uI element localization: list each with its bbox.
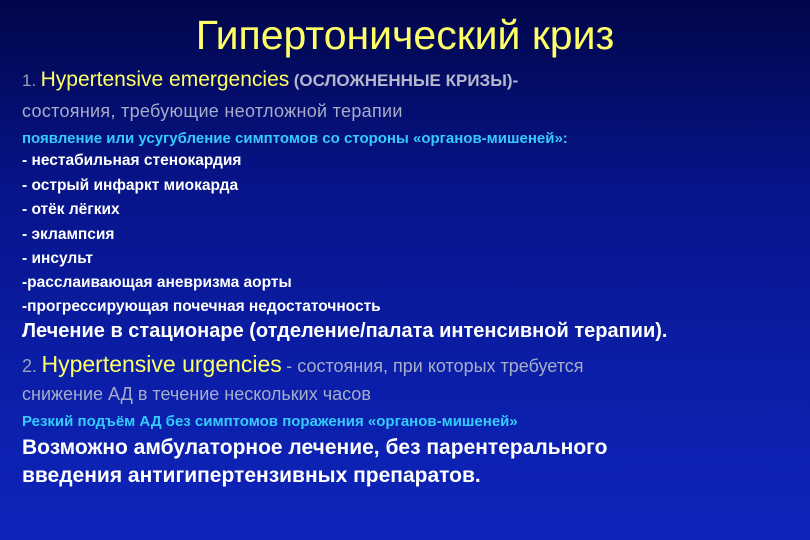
section1-item: -прогрессирующая почечная недостаточность	[22, 298, 381, 315]
section2-note: Резкий подъём АД без симптомов поражения «органов-мишеней»	[22, 413, 518, 430]
section1-term: Hypertensive emergencies	[40, 68, 290, 91]
section2-term: Hypertensive urgencies	[41, 351, 282, 377]
section1-item: - нестабильная стенокардия	[22, 152, 242, 169]
section2-treatment-line1: Возможно амбулаторное лечение, без парентерального	[22, 436, 608, 459]
section1-item: - отёк лёгких	[22, 201, 120, 218]
section1-treatment: Лечение в стационаре (отделение/палата интенсивной терапии).	[22, 320, 668, 342]
section2-definition-part1: - состояния, при которых требуется	[286, 356, 584, 376]
section1-item: - острый инфаркт миокарда	[22, 177, 239, 194]
section2-number: 2.	[22, 356, 38, 376]
section1-heading	[22, 68, 518, 92]
section1-number: 1.	[22, 71, 37, 90]
section2-definition-part2: снижение АД в течение нескольких часов	[22, 384, 371, 404]
section2-heading	[22, 351, 584, 378]
slide-title: Гипертонический криз	[195, 12, 615, 58]
section1-item: - инсульт	[22, 250, 93, 267]
section1-item: - эклампсия	[22, 226, 115, 243]
section1-intro: появление или усугубление симптомов со стороны «органов-мишеней»:	[22, 130, 568, 147]
section2-treatment-line2: введения антигипертензивных препаратов.	[22, 464, 481, 487]
section1-definition: состояния, требующие неотложной терапии	[22, 101, 403, 121]
section1-item: -расслаивающая аневризма аорты	[22, 274, 292, 291]
section1-parenthetical: (ОСЛОЖНЕННЫЕ КРИЗЫ)-	[293, 71, 519, 90]
